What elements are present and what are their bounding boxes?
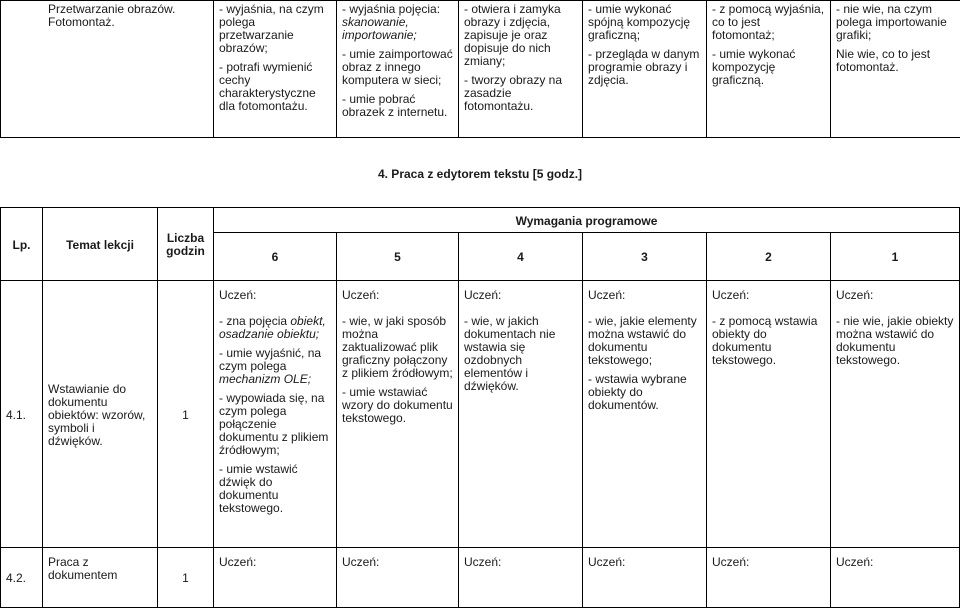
requirement-text: - nie wie, jakie obiekty można wstawić do dokumentu tekstowego. — [836, 315, 954, 367]
topic-cell: Wstawianie do dokumentu obiektów: wzorów, symboli i dźwięków. — [43, 281, 158, 548]
level-5-cell — [337, 548, 459, 608]
requirement-text — [219, 347, 331, 386]
requirement-text: - wie, w jaki sposób można zaktualizować plik graficzny połączony z plikiem źródłowym; — [342, 315, 453, 380]
requirement-text: - umie wykonać kompozycję graficzną. — [712, 48, 825, 87]
level-header: 3 — [583, 233, 707, 281]
requirement-terms: obiekt, osadzanie obiektu; — [219, 314, 326, 341]
level-4-cell — [459, 1, 583, 138]
requirement-text: Nie wie, co to jest fotomontaż. — [836, 48, 955, 74]
requirement-text: - z pomocą wstawia obiekty do dokumentu tekstowego. — [712, 315, 825, 367]
requirement-text: - przegląda w danym programie obrazy i zdjęcia. — [588, 48, 701, 87]
requirement-text — [342, 3, 453, 42]
requirement-text: - z pomocą wyjaśnia, co to jest fotomontaż; — [712, 3, 825, 42]
table-row — [1, 281, 960, 548]
student-label: Uczeń: — [464, 555, 501, 569]
topic-text: Przetwarzanie obrazów. Fotomontaż. — [48, 2, 175, 29]
requirement-text: - umie pobrać obrazek z internetu. — [342, 93, 453, 119]
level-1-cell — [831, 281, 960, 548]
hours-header: Liczba godzin — [158, 208, 214, 281]
level-header: 5 — [337, 233, 459, 281]
level-5-cell — [337, 281, 459, 548]
topic-cell: Praca z dokumentem — [43, 548, 158, 608]
student-label: Uczeń: — [836, 555, 873, 569]
previous-requirements-table — [0, 0, 960, 138]
requirement-text: - otwiera i zamyka obrazy i zdjęcia, zapisuje je oraz dopisuje do nich zmiany; — [464, 3, 577, 68]
level-3-cell — [583, 548, 707, 608]
requirement-text: - potrafi wymienić cechy charakterystyczne dla fotomontażu. — [219, 61, 331, 113]
level-3-cell — [583, 281, 707, 548]
header-row — [1, 208, 960, 233]
level-6-cell — [214, 1, 337, 138]
student-label: Uczeń: — [588, 555, 625, 569]
level-header: 1 — [831, 233, 960, 281]
requirement-text: - wie, jakie elementy można wstawić do dokumentu tekstowego; — [588, 315, 701, 367]
student-label: Uczeń: — [342, 555, 379, 569]
level-header: 4 — [459, 233, 583, 281]
lp-cell: 4.1. — [1, 281, 43, 548]
requirement-prefix: - wyjaśnia pojęcia: — [342, 2, 440, 16]
lp-header: Lp. — [1, 208, 43, 281]
requirements-header: Wymagania programowe — [214, 208, 960, 233]
level-5-cell — [337, 1, 459, 138]
requirement-text: - wyjaśnia, na czym polega przetwarzanie obrazów; — [219, 3, 331, 55]
requirement-terms: skanowanie, importowanie; — [342, 15, 417, 42]
section-title: 4. Praca z edytorem tekstu [5 godz.] — [0, 167, 960, 181]
level-6-cell — [214, 281, 337, 548]
level-header: 6 — [214, 233, 337, 281]
level-4-cell — [459, 281, 583, 548]
level-header: 2 — [707, 233, 831, 281]
requirement-text: - umie wstawić dźwięk do dokumentu tekstowego. — [219, 463, 331, 515]
table-row — [1, 548, 960, 608]
requirement-prefix: - umie wyjaśnić, na czym polega — [219, 346, 321, 373]
table-row — [1, 1, 960, 138]
requirement-prefix: - zna pojęcia — [219, 314, 290, 328]
student-label: Uczeń: — [464, 289, 577, 302]
requirement-terms: mechanizm OLE; — [219, 372, 311, 386]
level-2-cell — [707, 1, 831, 138]
requirement-text — [219, 315, 331, 341]
student-label: Uczeń: — [712, 289, 825, 302]
requirement-text: - nie wie, na czym polega importowanie grafiki; — [836, 3, 955, 42]
student-label: Uczeń: — [712, 555, 749, 569]
topic-cell — [1, 1, 214, 138]
hours-cell: 1 — [158, 281, 214, 548]
level-6-cell — [214, 548, 337, 608]
level-1-cell — [831, 1, 960, 138]
requirement-text: - umie wstawiać wzory do dokumentu tekstowego. — [342, 386, 453, 425]
requirements-table — [0, 207, 960, 608]
requirement-text: - umie wykonać spójną kompozycję graficzną; — [588, 3, 701, 42]
student-label: Uczeń: — [219, 289, 331, 302]
level-2-cell — [707, 548, 831, 608]
level-3-cell — [583, 1, 707, 138]
student-label: Uczeń: — [342, 289, 453, 302]
hours-cell: 1 — [158, 548, 214, 608]
level-4-cell — [459, 548, 583, 608]
requirement-text: - wie, w jakich dokumentach nie wstawia się ozdobnych elementów i dźwięków. — [464, 315, 577, 393]
requirement-text: - tworzy obrazy na zasadzie fotomontażu. — [464, 74, 577, 113]
topic-header: Temat lekcji — [43, 208, 158, 281]
student-label: Uczeń: — [219, 555, 256, 569]
lp-cell: 4.2. — [1, 548, 43, 608]
requirement-text: - wstawia wybrane obiekty do dokumentów. — [588, 373, 701, 412]
requirement-text: - wypowiada się, na czym polega połączenie dokumentu z plikiem źródłowym; — [219, 392, 331, 457]
level-1-cell — [831, 548, 960, 608]
student-label: Uczeń: — [588, 289, 701, 302]
level-2-cell — [707, 281, 831, 548]
student-label: Uczeń: — [836, 289, 954, 302]
requirement-text: - umie zaimportować obraz z innego komputera w sieci; — [342, 48, 453, 87]
